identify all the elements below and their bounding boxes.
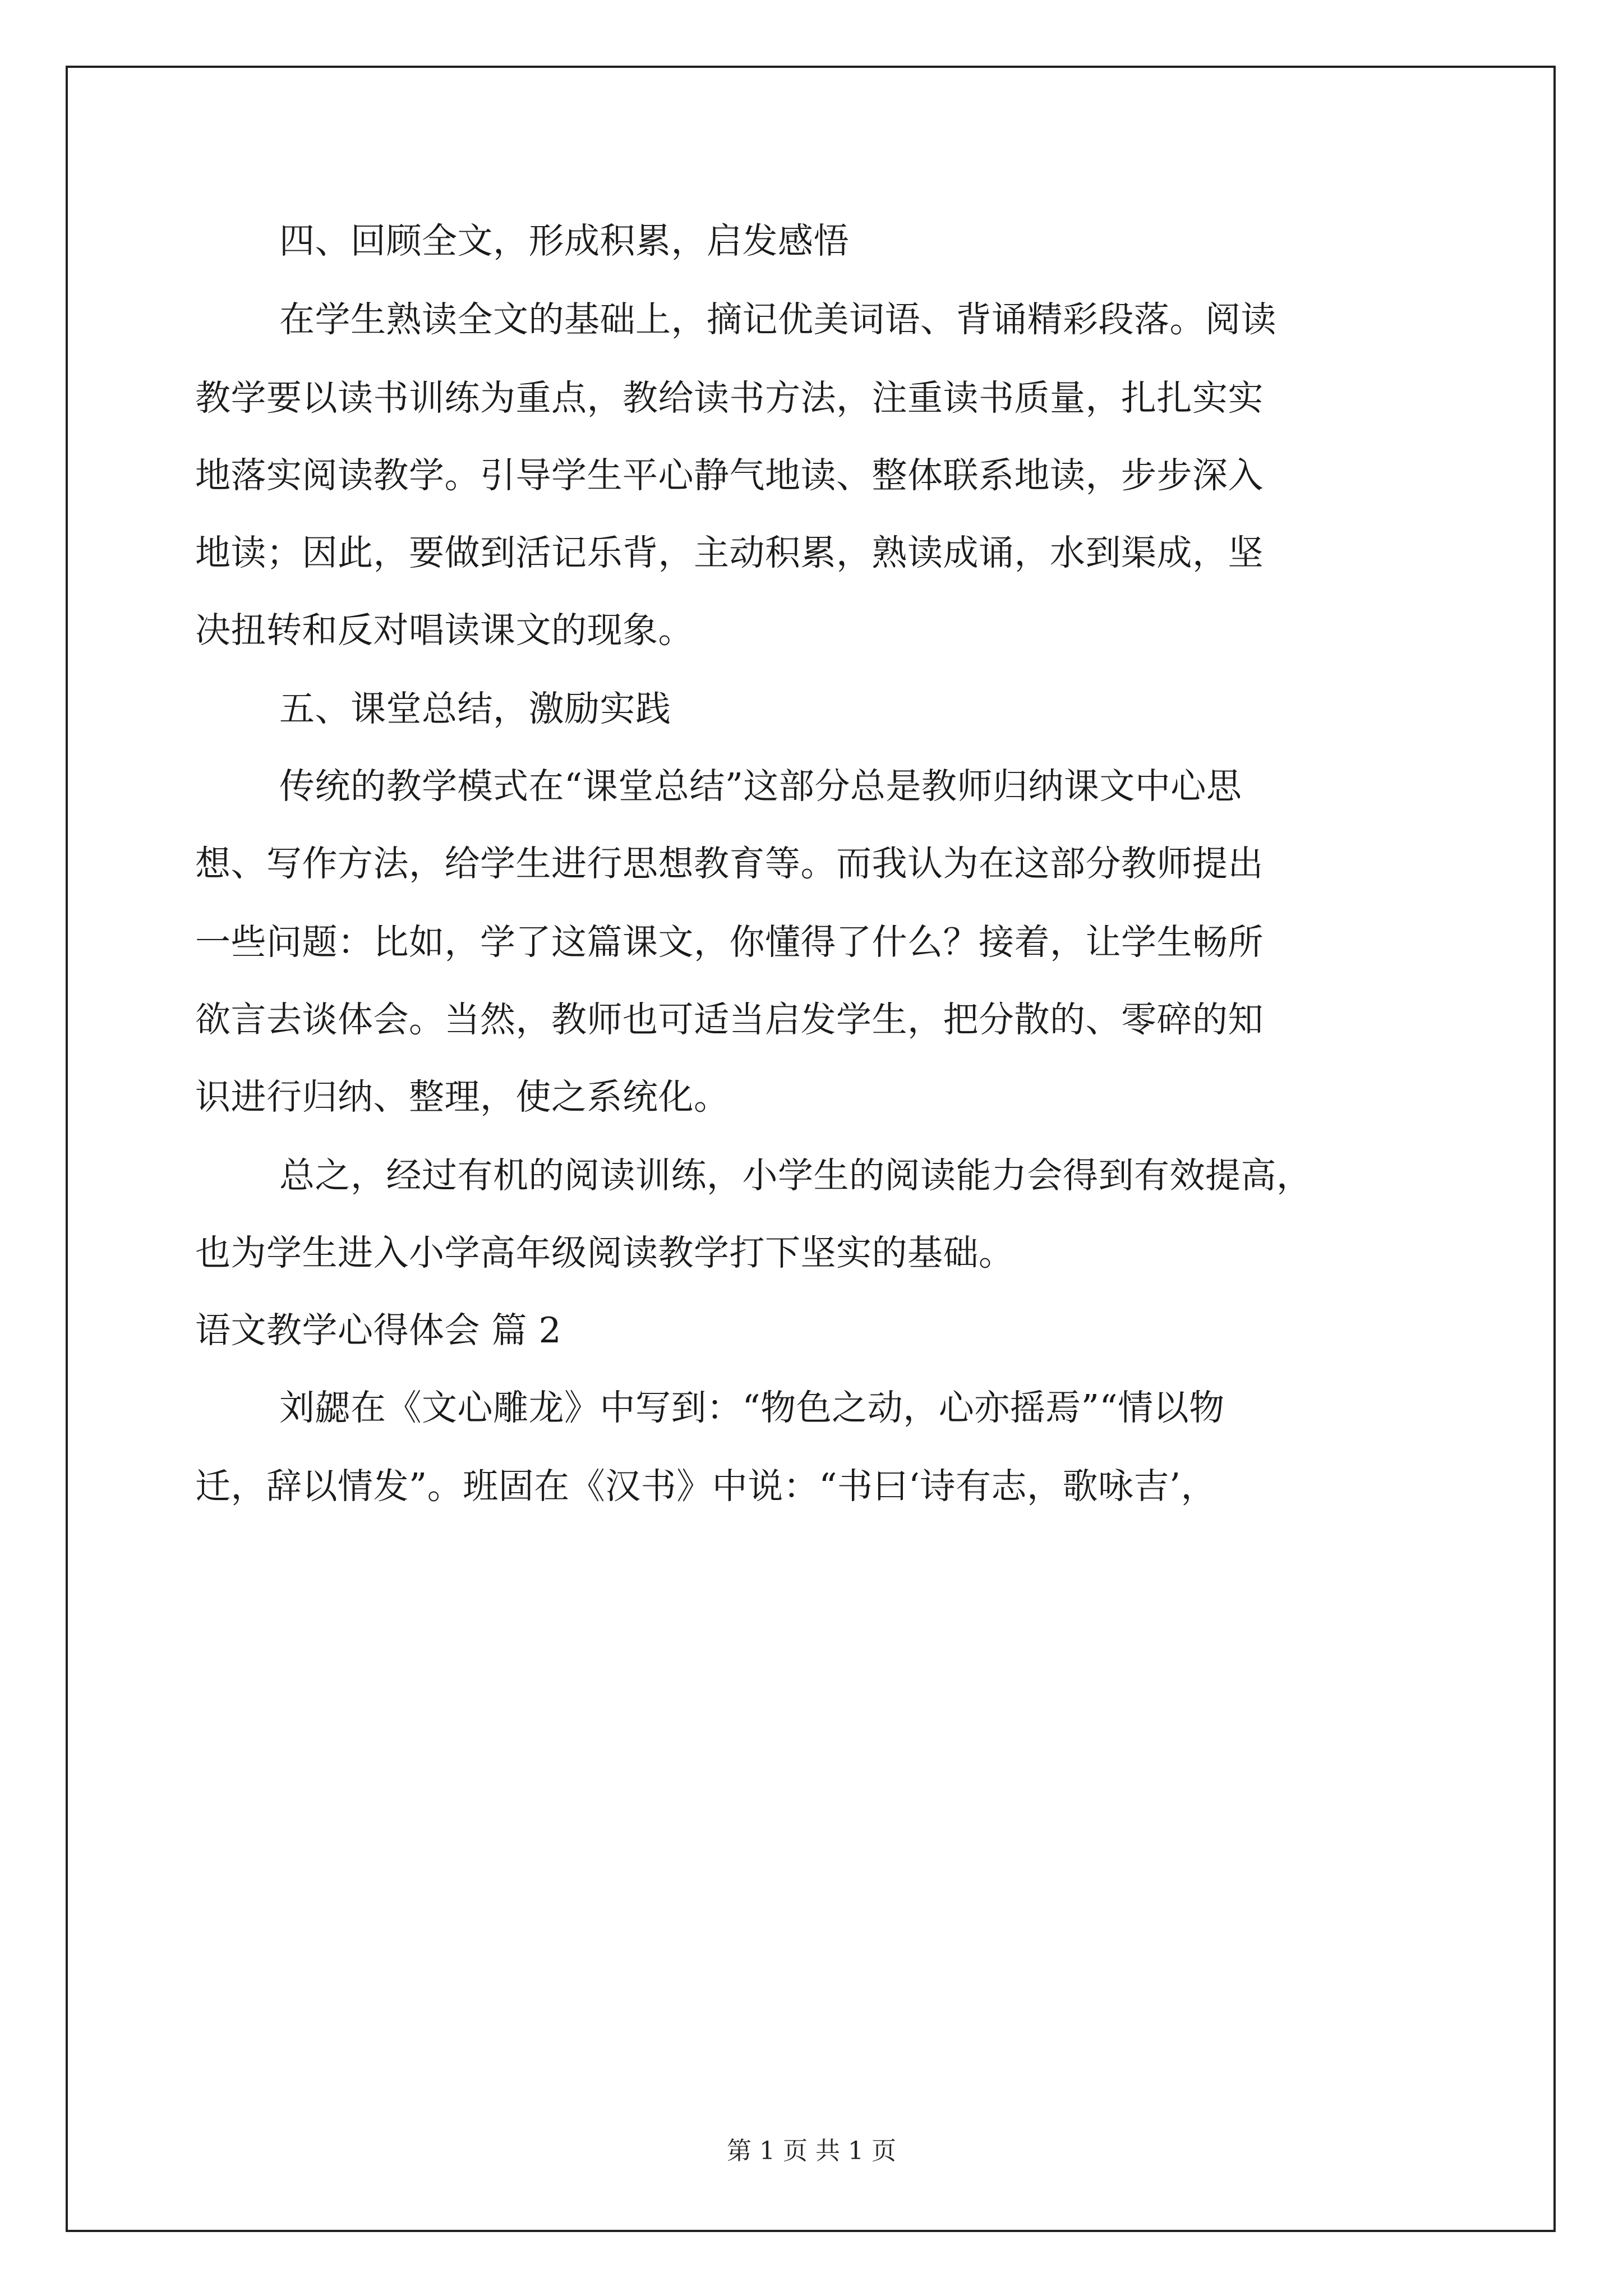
paragraph-line: 也为学生进入小学高年级阅读教学打下坚实的基础。 (195, 1232, 1015, 1273)
section-heading-4: 四、回顾全文，形成积累，启发感悟 (279, 220, 849, 261)
paragraph-line: 一些问题：比如，学了这篇课文，你懂得了什么？接着，让学生畅所 (195, 922, 1264, 963)
article-title: 语文教学心得体会 篇 2 (195, 1310, 562, 1351)
page-footer: 第 1 页 共 1 页 (727, 2137, 896, 2165)
paragraph-line: 识进行归纳、整理，使之系统化。 (195, 1076, 730, 1117)
paragraph-line: 地读；因此，要做到活记乐背，主动积累，熟读成诵，水到渠成，坚 (195, 532, 1264, 573)
paragraph-line: 教学要以读书训练为重点，教给读书方法，注重读书质量，扎扎实实 (195, 378, 1264, 418)
paragraph-line: 总之，经过有机的阅读训练，小学生的阅读能力会得到有效提高， (279, 1155, 1312, 1196)
section-heading-5: 五、课堂总结，激励实践 (279, 688, 671, 729)
paragraph-line: 决扭转和反对唱读课文的现象。 (195, 610, 694, 651)
paragraph-line: 传统的教学模式在“课堂总结”这部分总是教师归纳课文中心思 (279, 766, 1242, 807)
paragraph-line: 迁，辞以情发”。班固在《汉书》中说：“书曰‘诗有志，歌咏吉’， (195, 1466, 1216, 1507)
paragraph-line: 刘勰在《文心雕龙》中写到：“物色之动，心亦摇焉”“情以物 (279, 1387, 1225, 1428)
paragraph-line: 地落实阅读教学。引导学生平心静气地读、整体联系地读，步步深入 (195, 455, 1264, 496)
paragraph-line: 想、写作方法，给学生进行思想教育等。而我认为在这部分教师提出 (195, 843, 1264, 884)
paragraph-line: 在学生熟读全文的基础上，摘记优美词语、背诵精彩段落。阅读 (279, 299, 1276, 340)
paragraph-line: 欲言去谈体会。当然，教师也可适当启发学生，把分散的、零碎的知 (195, 999, 1264, 1040)
